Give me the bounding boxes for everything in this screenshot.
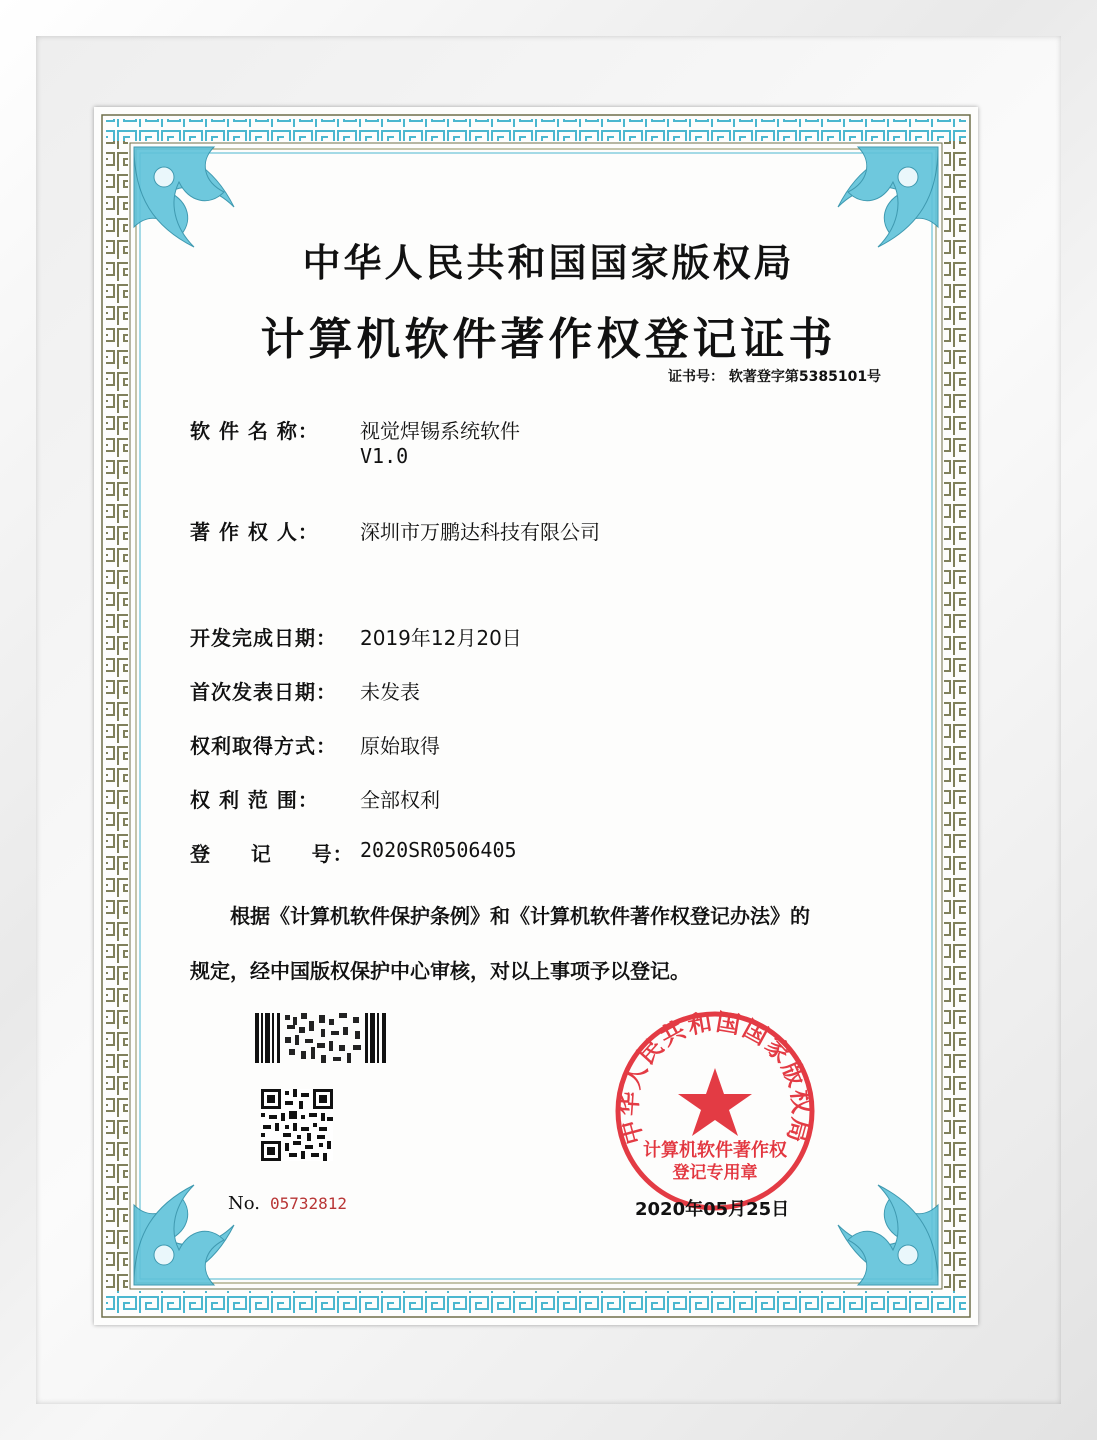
seal-inner-line-1: 计算机软件著作权 [643,1140,787,1161]
certificate-number: 证书号： 软著登字第5385101号 [668,369,882,385]
statement-line-1: 根据《计算机软件保护条例》和《计算机软件著作权登记办法》的 [230,904,810,928]
dev-complete-label: 开发完成日期： [190,626,337,650]
first-publish-date: 未发表 [360,680,420,704]
decorative-border [94,107,978,1325]
registration-label: 登 记 号： [190,842,354,866]
serial-number-label: No. [228,1193,260,1214]
registration-number: 2020SR0506405 [360,838,517,862]
statement-line-2: 规定，经中国版权保护中心审核，对以上事项予以登记。 [190,959,690,983]
seal-inner-line-2: 登记专用章 [672,1163,758,1183]
seal-star-icon [678,1068,752,1136]
official-seal [612,1008,818,1214]
scope-label: 权 利 范 围： [190,788,319,812]
software-name: 视觉焊锡系统软件 [360,419,520,443]
qr-code-icon [261,1089,333,1161]
owner-label: 著 作 权 人： [190,520,319,544]
certificate-title: 计算机软件著作权登记证书 [260,314,837,365]
acquisition-method: 原始取得 [360,734,440,758]
software-name-label: 软 件 名 称： [190,419,319,443]
owner: 深圳市万鹏达科技有限公司 [360,520,600,544]
software-version: V1.0 [360,444,409,468]
dev-complete-date: 2019年12月20日 [360,626,522,650]
rights-scope: 全部权利 [360,788,440,812]
seal-ring-text: 中华人民共和国国家版权局 [613,1008,817,1148]
barcode-icon [255,1013,388,1063]
acquisition-label: 权利取得方式： [190,734,337,758]
serial-number: 05732812 [270,1194,348,1213]
corner-ornament-bottom-right [838,1185,938,1285]
issue-date: 2020年05月25日 [635,1199,790,1220]
first-publish-label: 首次发表日期： [190,680,337,704]
corner-ornament-bottom-left [134,1185,234,1285]
certificate-paper [94,107,978,1325]
issuing-authority: 中华人民共和国国家版权局 [302,240,795,285]
